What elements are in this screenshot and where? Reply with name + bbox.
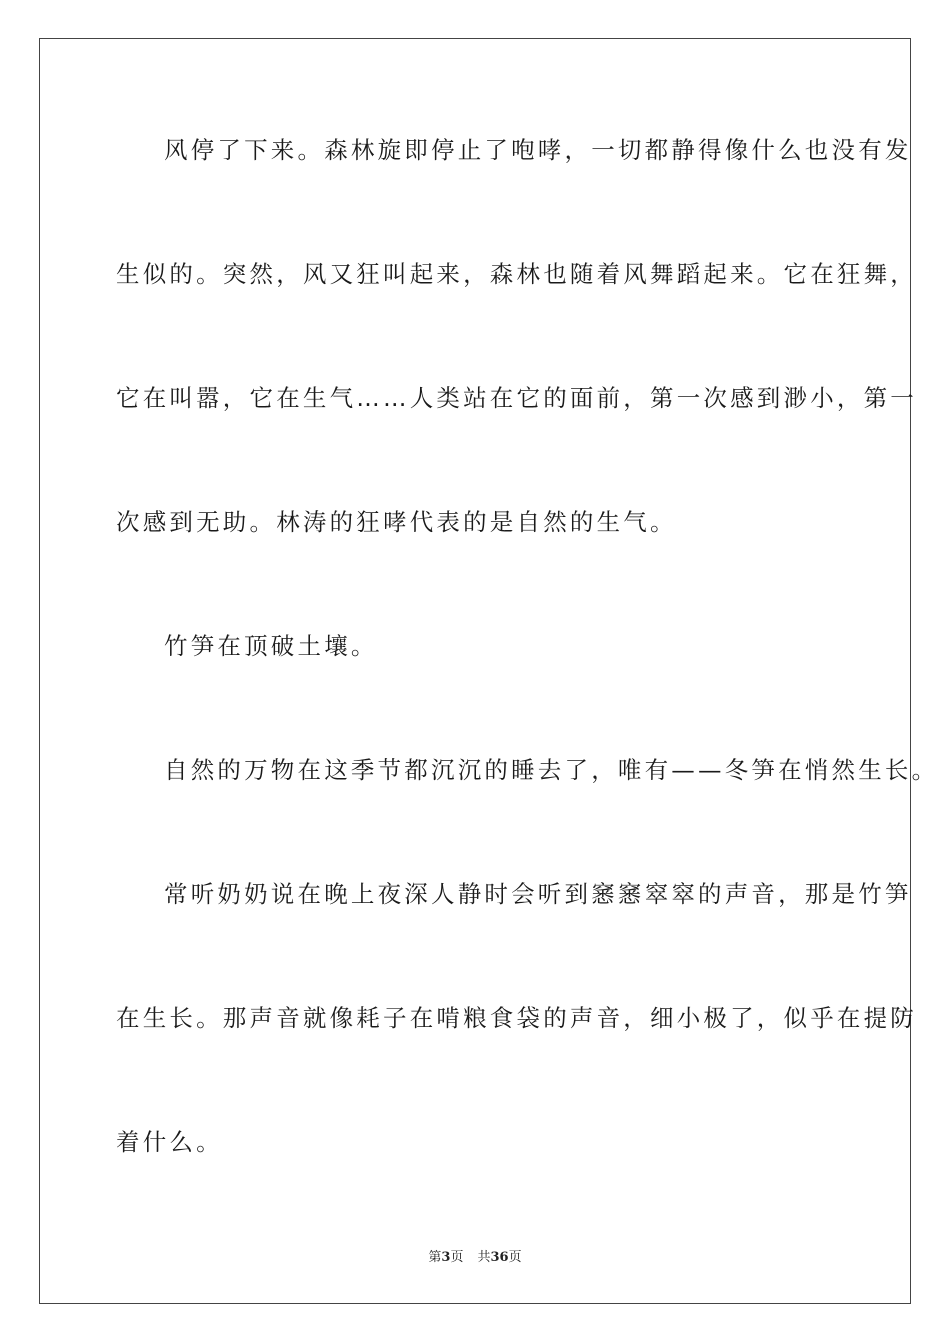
page-prefix: 第 (428, 1250, 442, 1265)
paragraph-3-line-1: 自然的万物在这季节都沉沉的睡去了，唯有——冬笋在悄然生长。 (164, 756, 939, 784)
paragraph-4-line-3: 着什么。 (116, 1128, 223, 1156)
paragraph-4-line-1: 常听奶奶说在晚上夜深人静时会听到窸窸窣窣的声音，那是竹笋 (164, 880, 912, 908)
page-footer (0, 1246, 950, 1265)
page-number: 3 (441, 1250, 451, 1265)
page-border (39, 38, 939, 1304)
total-suffix: 页 (508, 1250, 522, 1265)
total-prefix: 共 (477, 1250, 491, 1265)
total-pages: 36 (490, 1250, 509, 1265)
paragraph-1-line-2: 生似的。突然，风又狂叫起来，森林也随着风舞蹈起来。它在狂舞， (116, 260, 917, 288)
paragraph-2-line-1: 竹笋在顶破土壤。 (164, 632, 378, 660)
page-suffix: 页 (450, 1250, 464, 1265)
paragraph-1-line-1: 风停了下来。森林旋即停止了咆哮，一切都静得像什么也没有发 (164, 136, 912, 164)
paragraph-1-line-3: 它在叫嚣，它在生气……人类站在它的面前，第一次感到渺小，第一 (116, 384, 917, 412)
paragraph-4-line-2: 在生长。那声音就像耗子在啃粮食袋的声音，细小极了，似乎在提防 (116, 1004, 917, 1032)
paragraph-1-line-4: 次感到无助。林涛的狂哮代表的是自然的生气。 (116, 508, 677, 536)
